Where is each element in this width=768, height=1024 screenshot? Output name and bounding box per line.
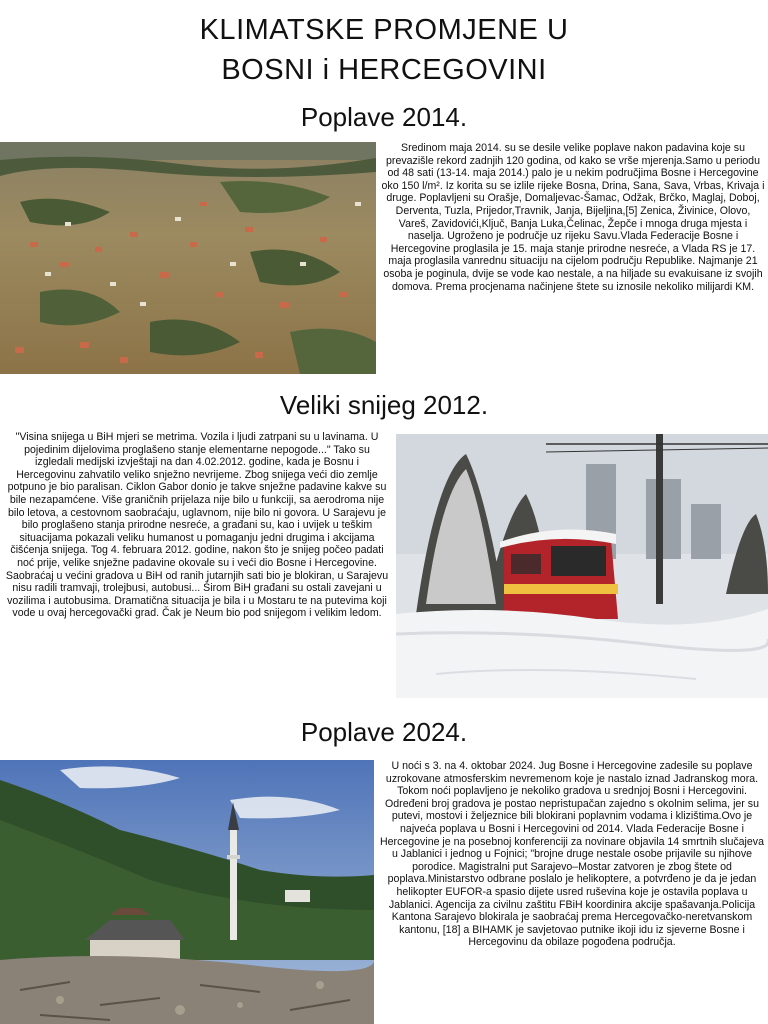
section-heading-floods-2014: Poplave 2014. <box>300 102 468 132</box>
page-title <box>0 10 768 90</box>
flood-2024-jablanica-photo <box>0 760 374 1024</box>
floods-2014-text-block <box>380 142 766 293</box>
section-heading-snow-2012: Veliki snijeg 2012. <box>279 390 489 420</box>
snow-2012-text-block <box>4 431 390 620</box>
floods-2014-paragraph: Sredinom maja 2014. su se desile velike poplave nakon padavina koje su prevazišle rekord zadnjih 120 godina, od kako se vrše mjerenja.Samo u periodu od 48 sati (13-14. maja 2014.) palo je u nekim područjima Bosne i Hercegovine oko 150 l/m². Iz korita su se izlile rijeke Bosna, Drina, Sana, Sava, Vrbas, Krivaja i druge. Poplavljeni su Orašje, Domaljevac-Šamac, Odžak, Brčko, Maglaj, Doboj, Derventa, Tuzla, Prijedor,Travnik, Janja, Bijeljina,[5] Zenica, Živinice, Olovo, Vareš, Zavidovići,Ključ, Banja Luka,Čelinac, Žepče i mnoga druga mjesta i naselja. Ugroženo je područje uz rijeku Savu.Vlada Federacije Bosne i Hercegovine proglasila je 15. maja stanje prirodne nesreće, a Vlada RS je 17. maja proglasila vanrednu situaciju na cijelom području Republike. Najmanje 21 osoba je poginula, dvije se vode kao nestale, a na hiljade su evakuisane iz svojih domova. Prema procjenama načinjene štete su iznosile nekoliko milijardi KM. <box>381 142 765 293</box>
title-line-1: KLIMATSKE PROMJENE U <box>199 14 569 46</box>
snow-2012-paragraph: "Visina snijega u BiH mjeri se metrima. Vozila i ljudi zatrpani su u lavinama. U pojedinim dijelovima proglašeno stanje elementarne nepogode..." Tako su izgledali medijski izvještaji na dan 4.02.2012. godine, kada je Bosnu i Hercegovinu zahvatilo veliko snježno nevrijeme. Zbog snijega veći dio zemlje potpuno je bio paralisan. Ciklon Gabor donio je takve snježne padavine kakve su bile nezapamćene. Više graničnih prijelaza nije bilo u funkciji, sa aerodroma nije bilo letova, a cestovnom saobraćaju, uglavnom, nije bilo ni govora. U Sarajevu je bilo proglašeno stanja prirodne nesreće, a građani su, kao i uvijek u teškim situacijama pokazali veliku humanost u pomaganju jedni drugima i akcijama čišćenja snijega. Tog 4. februara 2012. godine, nakon što je snijeg počeo padati noć prije, velike snježne padavine okovale su i veći dio Bosne i Hercegovine. Saobraćaj u većini gradova u BiH od ranih jutarnjih sati bio je blokiran, u Sarajevu nisu radili tramvaji, trolejbusi, autobusi... Širom BiH građani su ostali zavejani u vozilima i autobusima. Dramatična situacija je bila i u Mostaru te na putevima koji vode u ovaj hercegovački grad. Čak je Neum bio pod snijegom i velikim ledom. <box>5 431 389 620</box>
flood-2014-aerial-photo <box>0 142 376 374</box>
title-line-2: BOSNI i HERCEGOVINI <box>221 54 547 86</box>
section-heading-floods-2024: Poplave 2024. <box>300 717 468 747</box>
snow-2012-tram-photo <box>396 434 768 698</box>
floods-2024-paragraph: U noći s 3. na 4. oktobar 2024. Jug Bosne i Hercegovine zadesile su poplave uzrokovane atmosferskim nevremenom koje je nastalo iznad Jadranskog mora. Tokom noći poplavljeno je nekoliko gradova u srednjoj Bosni i Hercegovini. Određeni broj gradova je postao nepristupačan zajedno s okolnim selima, jer su putevi, mostovi i željeznice bili blokirani poplavnim vodama i klizištima.Ovo je najveća poplava u Bosni i Hercegovini od 2014. Vlada Federacije Bosne i Hercegovine je na posebnoj konferenciji za novinare objavila 14 smrtnih slučajeva u Jablanici i jednog u Fojnici; "brojne druge nestale osobe prijavile su njihove porodice. Magistralni put Sarajevo–Mostar zatvoren je zbog štete od poplava.Ministarstvo odbrane poslalo je helikoptere, a potvrđeno je da je jedan helikopter EUFOR-a spasio dijete usred ruševina koje je ostavila poplava u Jablanici. Agencija za civilnu zaštitu FBiH koordinira akcije spašavanja.Policija Kantona Sarajevo blokirala je saobraćaj prema Hercegovačko-neretvanskom kantonu, [18] a BIHAMK je savjetovao putnike ikoji idu iz sjeverne Bosne i Hercegovinu da obilaze pogođena područja. <box>380 760 764 949</box>
floods-2024-text-block <box>378 760 766 949</box>
